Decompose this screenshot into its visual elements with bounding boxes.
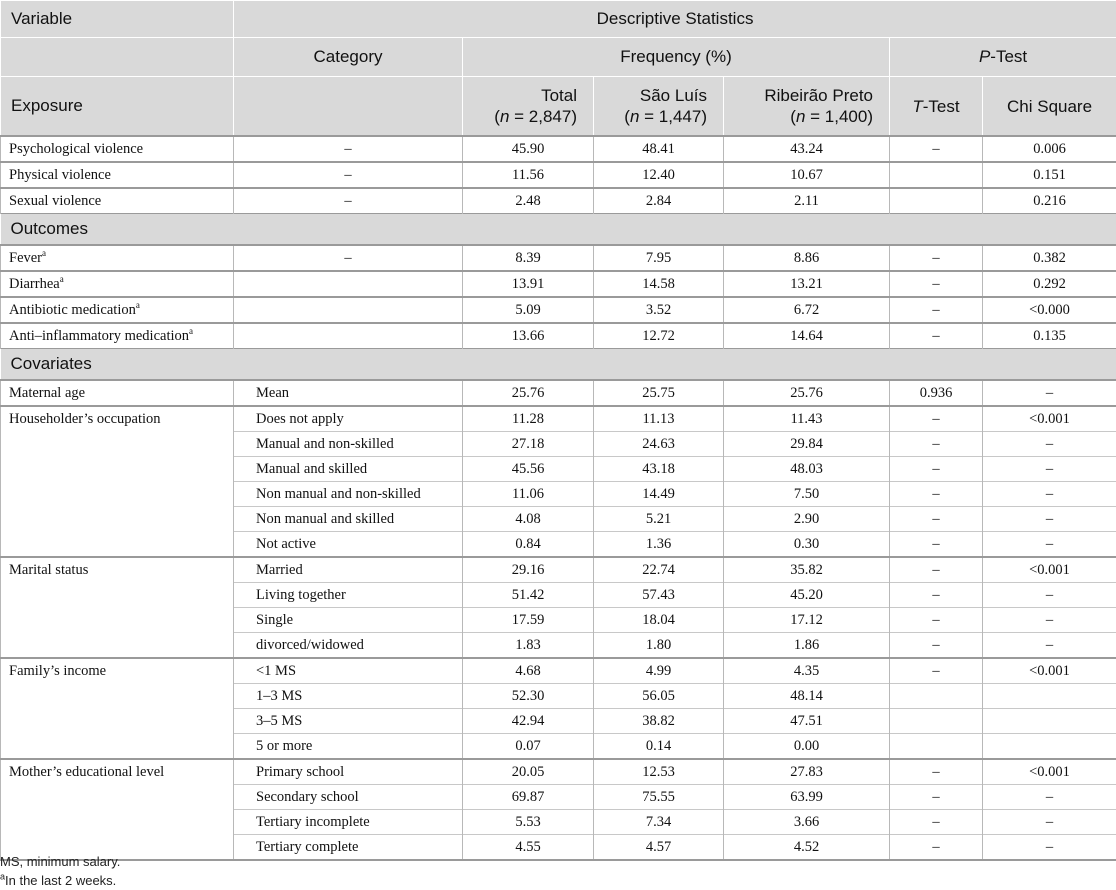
- cell-ribeirao-preto: 35.82: [724, 557, 890, 583]
- cell-variable: [1, 457, 234, 482]
- cell-t-test: –: [890, 323, 983, 349]
- cell-t-test: –: [890, 136, 983, 162]
- cell-t-test: –: [890, 432, 983, 457]
- cell-sao-luis: 43.18: [594, 457, 724, 482]
- cell-category: 1–3 MS: [234, 684, 463, 709]
- cell-total: 4.08: [463, 507, 594, 532]
- cell-category: [234, 297, 463, 323]
- cell-sao-luis: 12.40: [594, 162, 724, 188]
- table-row: [1, 245, 1116, 271]
- cell-chi-square: –: [983, 432, 1116, 457]
- cell-variable: [1, 432, 234, 457]
- cell-t-test: –: [890, 583, 983, 608]
- cell-ribeirao-preto: 7.50: [724, 482, 890, 507]
- cell-ribeirao-preto: 2.11: [724, 188, 890, 214]
- cell-sao-luis: 14.58: [594, 271, 724, 297]
- cell-total: 52.30: [463, 684, 594, 709]
- cell-variable: Mother’s educational level: [1, 759, 234, 785]
- cell-category: Not active: [234, 532, 463, 558]
- cell-sao-luis: 7.34: [594, 810, 724, 835]
- table-row: [1, 432, 1116, 457]
- cell-variable: [1, 583, 234, 608]
- cell-category: Living together: [234, 583, 463, 608]
- cell-category: Secondary school: [234, 785, 463, 810]
- cell-variable: Maternal age: [1, 380, 234, 406]
- table-row: [1, 709, 1116, 734]
- cell-total: 13.66: [463, 323, 594, 349]
- header-row-1: [1, 1, 1116, 38]
- cell-sao-luis: 4.99: [594, 658, 724, 684]
- table-row: [1, 583, 1116, 608]
- table-row: [1, 297, 1116, 323]
- cell-chi-square: 0.151: [983, 162, 1116, 188]
- header-ptest: P-Test: [890, 38, 1116, 77]
- cell-variable: Marital status: [1, 557, 234, 583]
- cell-chi-square: <0.001: [983, 658, 1116, 684]
- cell-total: 4.68: [463, 658, 594, 684]
- table-row: [1, 482, 1116, 507]
- cell-variable: [1, 734, 234, 760]
- cell-total: 42.94: [463, 709, 594, 734]
- cell-t-test: –: [890, 457, 983, 482]
- cell-variable: Family’s income: [1, 658, 234, 684]
- cell-sao-luis: 38.82: [594, 709, 724, 734]
- cell-variable: Anti–inflammatory medication$^a$: [1, 323, 234, 349]
- cell-ribeirao-preto: 29.84: [724, 432, 890, 457]
- header-category-blank: [234, 77, 463, 137]
- cell-t-test: [890, 188, 983, 214]
- table-row: [1, 608, 1116, 633]
- cell-chi-square: 0.292: [983, 271, 1116, 297]
- cell-chi-square: <0.000: [983, 297, 1116, 323]
- table-row: [1, 532, 1116, 558]
- cell-category: Primary school: [234, 759, 463, 785]
- cell-variable: [1, 684, 234, 709]
- cell-chi-square: –: [983, 633, 1116, 659]
- header-category: Category: [234, 38, 463, 77]
- header-sao-luis: São Luís (n = 1,447): [594, 77, 724, 137]
- cell-sao-luis: 5.21: [594, 507, 724, 532]
- table-row: [1, 136, 1116, 162]
- cell-total: 20.05: [463, 759, 594, 785]
- cell-t-test: [890, 709, 983, 734]
- cell-sao-luis: 1.36: [594, 532, 724, 558]
- cell-category: Non manual and skilled: [234, 507, 463, 532]
- cell-ribeirao-preto: 11.43: [724, 406, 890, 432]
- section-outcomes: [1, 214, 1116, 246]
- cell-variable: [1, 709, 234, 734]
- cell-t-test: –: [890, 633, 983, 659]
- header-blank: [1, 38, 234, 77]
- cell-t-test: –: [890, 532, 983, 558]
- cell-sao-luis: 7.95: [594, 245, 724, 271]
- cell-total: 2.48: [463, 188, 594, 214]
- cell-ribeirao-preto: 47.51: [724, 709, 890, 734]
- cell-ribeirao-preto: 43.24: [724, 136, 890, 162]
- header-total: Total (n = 2,847): [463, 77, 594, 137]
- cell-sao-luis: 4.57: [594, 835, 724, 861]
- cell-variable: [1, 608, 234, 633]
- cell-t-test: –: [890, 271, 983, 297]
- cell-variable: [1, 810, 234, 835]
- cell-t-test: –: [890, 482, 983, 507]
- cell-ribeirao-preto: 63.99: [724, 785, 890, 810]
- header-chi-square: Chi Square: [983, 77, 1116, 137]
- cell-ribeirao-preto: 4.35: [724, 658, 890, 684]
- cell-sao-luis: 25.75: [594, 380, 724, 406]
- cell-category: –: [234, 162, 463, 188]
- cell-total: 45.90: [463, 136, 594, 162]
- cell-category: –: [234, 136, 463, 162]
- header-descriptive-statistics: Descriptive Statistics: [234, 1, 1116, 38]
- cell-category: Mean: [234, 380, 463, 406]
- cell-sao-luis: 18.04: [594, 608, 724, 633]
- cell-chi-square: <0.001: [983, 406, 1116, 432]
- cell-ribeirao-preto: 6.72: [724, 297, 890, 323]
- cell-chi-square: –: [983, 785, 1116, 810]
- cell-variable: [1, 785, 234, 810]
- table-row: [1, 162, 1116, 188]
- cell-total: 11.06: [463, 482, 594, 507]
- cell-total: 1.83: [463, 633, 594, 659]
- cell-chi-square: –: [983, 835, 1116, 861]
- cell-variable: Fever$^a$: [1, 245, 234, 271]
- cell-t-test: –: [890, 245, 983, 271]
- cell-t-test: 0.936: [890, 380, 983, 406]
- table-row: [1, 557, 1116, 583]
- table-row: [1, 457, 1116, 482]
- cell-ribeirao-preto: 25.76: [724, 380, 890, 406]
- cell-ribeirao-preto: 8.86: [724, 245, 890, 271]
- cell-chi-square: 0.006: [983, 136, 1116, 162]
- cell-t-test: –: [890, 557, 983, 583]
- table-row: [1, 684, 1116, 709]
- cell-total: 11.28: [463, 406, 594, 432]
- cell-sao-luis: 75.55: [594, 785, 724, 810]
- cell-total: 27.18: [463, 432, 594, 457]
- cell-total: 5.53: [463, 810, 594, 835]
- cell-sao-luis: 1.80: [594, 633, 724, 659]
- table-row: [1, 406, 1116, 432]
- cell-t-test: –: [890, 406, 983, 432]
- cell-ribeirao-preto: 17.12: [724, 608, 890, 633]
- cell-total: 51.42: [463, 583, 594, 608]
- cell-category: Married: [234, 557, 463, 583]
- table-row: [1, 658, 1116, 684]
- note-last-2-weeks: $^a$In the last 2 weeks.: [0, 871, 117, 888]
- cell-total: 11.56: [463, 162, 594, 188]
- cell-variable: Psychological violence: [1, 136, 234, 162]
- table-notes: [0, 852, 120, 890]
- cell-ribeirao-preto: 1.86: [724, 633, 890, 659]
- header-variable: Variable: [1, 1, 234, 38]
- cell-total: 25.76: [463, 380, 594, 406]
- cell-t-test: [890, 684, 983, 709]
- cell-total: 69.87: [463, 785, 594, 810]
- header-frequency: Frequency (%): [463, 38, 890, 77]
- cell-chi-square: [983, 684, 1116, 709]
- cell-category: [234, 323, 463, 349]
- cell-sao-luis: 48.41: [594, 136, 724, 162]
- cell-total: 17.59: [463, 608, 594, 633]
- cell-variable: Antibiotic medication$^a$: [1, 297, 234, 323]
- cell-total: 5.09: [463, 297, 594, 323]
- cell-category: Manual and skilled: [234, 457, 463, 482]
- note-ms: MS, minimum salary.: [0, 854, 121, 869]
- cell-sao-luis: 2.84: [594, 188, 724, 214]
- table-row: [1, 507, 1116, 532]
- cell-ribeirao-preto: 45.20: [724, 583, 890, 608]
- cell-chi-square: –: [983, 380, 1116, 406]
- cell-variable: Householder’s occupation: [1, 406, 234, 432]
- cell-sao-luis: 57.43: [594, 583, 724, 608]
- section-covariates: [1, 349, 1116, 381]
- cell-total: 29.16: [463, 557, 594, 583]
- cell-variable: [1, 633, 234, 659]
- table-row: [1, 734, 1116, 760]
- cell-t-test: –: [890, 507, 983, 532]
- cell-ribeirao-preto: 3.66: [724, 810, 890, 835]
- table-row: [1, 271, 1116, 297]
- cell-sao-luis: 3.52: [594, 297, 724, 323]
- cell-category: 5 or more: [234, 734, 463, 760]
- cell-t-test: –: [890, 759, 983, 785]
- cell-chi-square: 0.382: [983, 245, 1116, 271]
- cell-chi-square: <0.001: [983, 759, 1116, 785]
- cell-ribeirao-preto: 4.52: [724, 835, 890, 861]
- cell-ribeirao-preto: 48.14: [724, 684, 890, 709]
- cell-category: Tertiary incomplete: [234, 810, 463, 835]
- table-row: [1, 785, 1116, 810]
- header-row-3: [1, 77, 1116, 137]
- cell-sao-luis: 56.05: [594, 684, 724, 709]
- cell-chi-square: [983, 734, 1116, 760]
- cell-category: Does not apply: [234, 406, 463, 432]
- cell-category: <1 MS: [234, 658, 463, 684]
- section-outcomes-label: Outcomes: [1, 214, 1116, 246]
- table-row: [1, 633, 1116, 659]
- table-row: [1, 380, 1116, 406]
- cell-chi-square: <0.001: [983, 557, 1116, 583]
- cell-category: Single: [234, 608, 463, 633]
- cell-category: –: [234, 245, 463, 271]
- cell-total: 0.84: [463, 532, 594, 558]
- cell-t-test: [890, 162, 983, 188]
- cell-chi-square: –: [983, 457, 1116, 482]
- cell-variable: [1, 532, 234, 558]
- cell-chi-square: 0.216: [983, 188, 1116, 214]
- cell-sao-luis: 24.63: [594, 432, 724, 457]
- cell-chi-square: [983, 709, 1116, 734]
- table-body: [1, 136, 1116, 860]
- header-exposure: Exposure: [1, 77, 234, 137]
- cell-ribeirao-preto: 14.64: [724, 323, 890, 349]
- table-row: [1, 323, 1116, 349]
- cell-ribeirao-preto: 27.83: [724, 759, 890, 785]
- cell-variable: Physical violence: [1, 162, 234, 188]
- cell-variable: Sexual violence: [1, 188, 234, 214]
- header-ribeirao-preto: Ribeirão Preto (n = 1,400): [724, 77, 890, 137]
- cell-t-test: [890, 734, 983, 760]
- table-row: [1, 188, 1116, 214]
- cell-t-test: –: [890, 810, 983, 835]
- cell-t-test: –: [890, 835, 983, 861]
- table-row: [1, 759, 1116, 785]
- cell-ribeirao-preto: 0.30: [724, 532, 890, 558]
- cell-total: 45.56: [463, 457, 594, 482]
- cell-sao-luis: 12.53: [594, 759, 724, 785]
- cell-sao-luis: 0.14: [594, 734, 724, 760]
- cell-t-test: –: [890, 608, 983, 633]
- cell-chi-square: –: [983, 810, 1116, 835]
- cell-t-test: –: [890, 297, 983, 323]
- cell-total: 13.91: [463, 271, 594, 297]
- cell-category: [234, 271, 463, 297]
- cell-category: Non manual and non-skilled: [234, 482, 463, 507]
- cell-ribeirao-preto: 13.21: [724, 271, 890, 297]
- cell-total: 4.55: [463, 835, 594, 861]
- cell-total: 0.07: [463, 734, 594, 760]
- cell-category: Tertiary complete: [234, 835, 463, 861]
- cell-t-test: –: [890, 785, 983, 810]
- cell-sao-luis: 11.13: [594, 406, 724, 432]
- header-row-2: [1, 38, 1116, 77]
- section-covariates-label: Covariates: [1, 349, 1116, 381]
- cell-variable: [1, 507, 234, 532]
- cell-sao-luis: 14.49: [594, 482, 724, 507]
- cell-total: 8.39: [463, 245, 594, 271]
- table-row: [1, 835, 1116, 861]
- cell-category: 3–5 MS: [234, 709, 463, 734]
- cell-chi-square: –: [983, 608, 1116, 633]
- cell-sao-luis: 12.72: [594, 323, 724, 349]
- cell-ribeirao-preto: 48.03: [724, 457, 890, 482]
- header-t-test: T-Test: [890, 77, 983, 137]
- cell-ribeirao-preto: 0.00: [724, 734, 890, 760]
- cell-ribeirao-preto: 10.67: [724, 162, 890, 188]
- cell-chi-square: –: [983, 583, 1116, 608]
- table-row: [1, 810, 1116, 835]
- cell-sao-luis: 22.74: [594, 557, 724, 583]
- cell-chi-square: –: [983, 482, 1116, 507]
- cell-chi-square: –: [983, 507, 1116, 532]
- cell-category: divorced/widowed: [234, 633, 463, 659]
- cell-category: –: [234, 188, 463, 214]
- cell-chi-square: –: [983, 532, 1116, 558]
- cell-chi-square: 0.135: [983, 323, 1116, 349]
- cell-variable: [1, 482, 234, 507]
- cell-t-test: –: [890, 658, 983, 684]
- cell-ribeirao-preto: 2.90: [724, 507, 890, 532]
- cell-variable: Diarrhea$^a$: [1, 271, 234, 297]
- cell-category: Manual and non-skilled: [234, 432, 463, 457]
